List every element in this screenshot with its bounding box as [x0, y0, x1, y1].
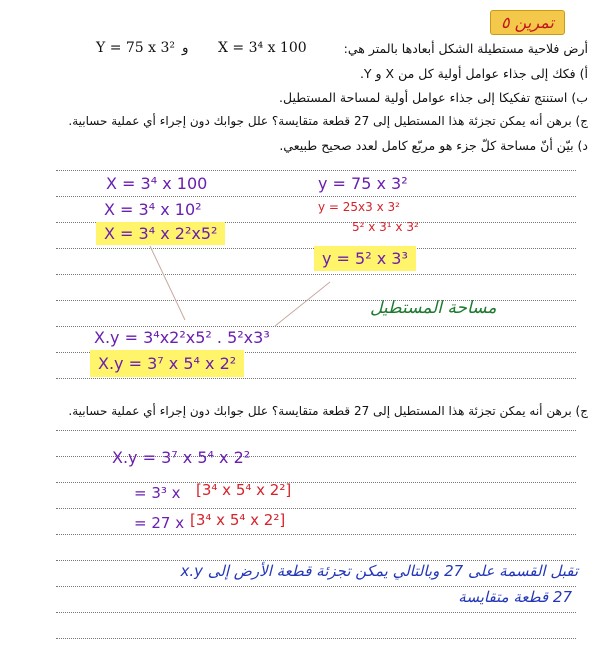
ruled-line: [56, 300, 576, 301]
conclusion-line1: x.y تقبل القسمة على 27 وبالتالي يمكن تجزئة قطعة الأرض إلى: [180, 562, 578, 580]
conjunction: و: [182, 40, 189, 56]
work-x-line3: X = 3⁴ x 2²x5²: [96, 222, 225, 245]
work-y-line1: y = 75 x 3²: [318, 174, 408, 193]
ruled-line: [56, 638, 576, 639]
ruled-line: [56, 170, 576, 171]
question-b: ب) استنتج تفكيكا إلى جذاء عوامل أولية لمساحة المستطيل.: [279, 90, 588, 105]
ruled-line: [56, 196, 576, 197]
x-formula: X = 3⁴ x 100: [218, 40, 307, 56]
work-x-line2: X = 3⁴ x 10²: [104, 200, 202, 219]
area-label: مساحة المستطيل: [370, 298, 497, 318]
work-y-line3: 5² x 3¹ x 3²: [352, 220, 419, 234]
ruled-line: [56, 482, 576, 483]
proof-line2-bracket: [3⁴ x 5⁴ x 2²]: [196, 481, 292, 499]
ruled-line: [56, 430, 576, 431]
proof-line3-prefix: = 27 x: [134, 514, 185, 532]
ruled-line: [56, 586, 576, 587]
y-formula: Y = 75 x 3²: [96, 40, 176, 56]
product-line2: X.y = 3⁷ x 5⁴ x 2²: [90, 350, 244, 377]
proof-line3-bracket: [3⁴ x 5⁴ x 2²]: [190, 511, 286, 529]
work-y-line4: y = 5² x 3³: [314, 246, 416, 271]
question-c: ج) برهن أنه يمكن تجزئة هذا المستطيل إلى 27 قطعة متقايسة؟ علل جوابك دون إجراء أي عملية حسابية.: [68, 114, 588, 128]
ruled-line: [56, 560, 576, 561]
work-x-line1: X = 3⁴ x 100: [106, 174, 208, 193]
question-d: د) بيّن أنّ مساحة كلّ جزء هو مربّع كامل لعدد صحيح طبيعي.: [279, 138, 588, 153]
product-line1: X.y = 3⁴x2²x5² . 5²x3³: [94, 328, 270, 347]
ruled-line: [56, 274, 576, 275]
exercise-badge: تمرين ٥: [490, 10, 565, 35]
problem-intro: أرض فلاحية مستطيلة الشكل أبعادها بالمتر هي:: [343, 41, 588, 56]
ruled-line: [56, 534, 576, 535]
proof-line1: X.y = 3⁷ x 5⁴ x 2²: [112, 448, 251, 467]
question-a: أ) فكك إلى جذاء عوامل أولية كل من X و Y.: [359, 66, 588, 81]
question-c-repeat: ج) برهن أنه يمكن تجزئة هذا المستطيل إلى 27 قطعة متقايسة؟ علل جوابك دون إجراء أي عملية حسابية.: [68, 404, 588, 418]
conclusion-line2: 27 قطعة متقايسة: [458, 588, 572, 606]
work-y-line2: y = 25x3 x 3²: [318, 200, 400, 214]
ruled-line: [56, 612, 576, 613]
proof-line2-prefix: = 3³ x: [134, 484, 181, 502]
ruled-line: [56, 508, 576, 509]
ruled-line: [56, 326, 576, 327]
ruled-line: [56, 378, 576, 379]
